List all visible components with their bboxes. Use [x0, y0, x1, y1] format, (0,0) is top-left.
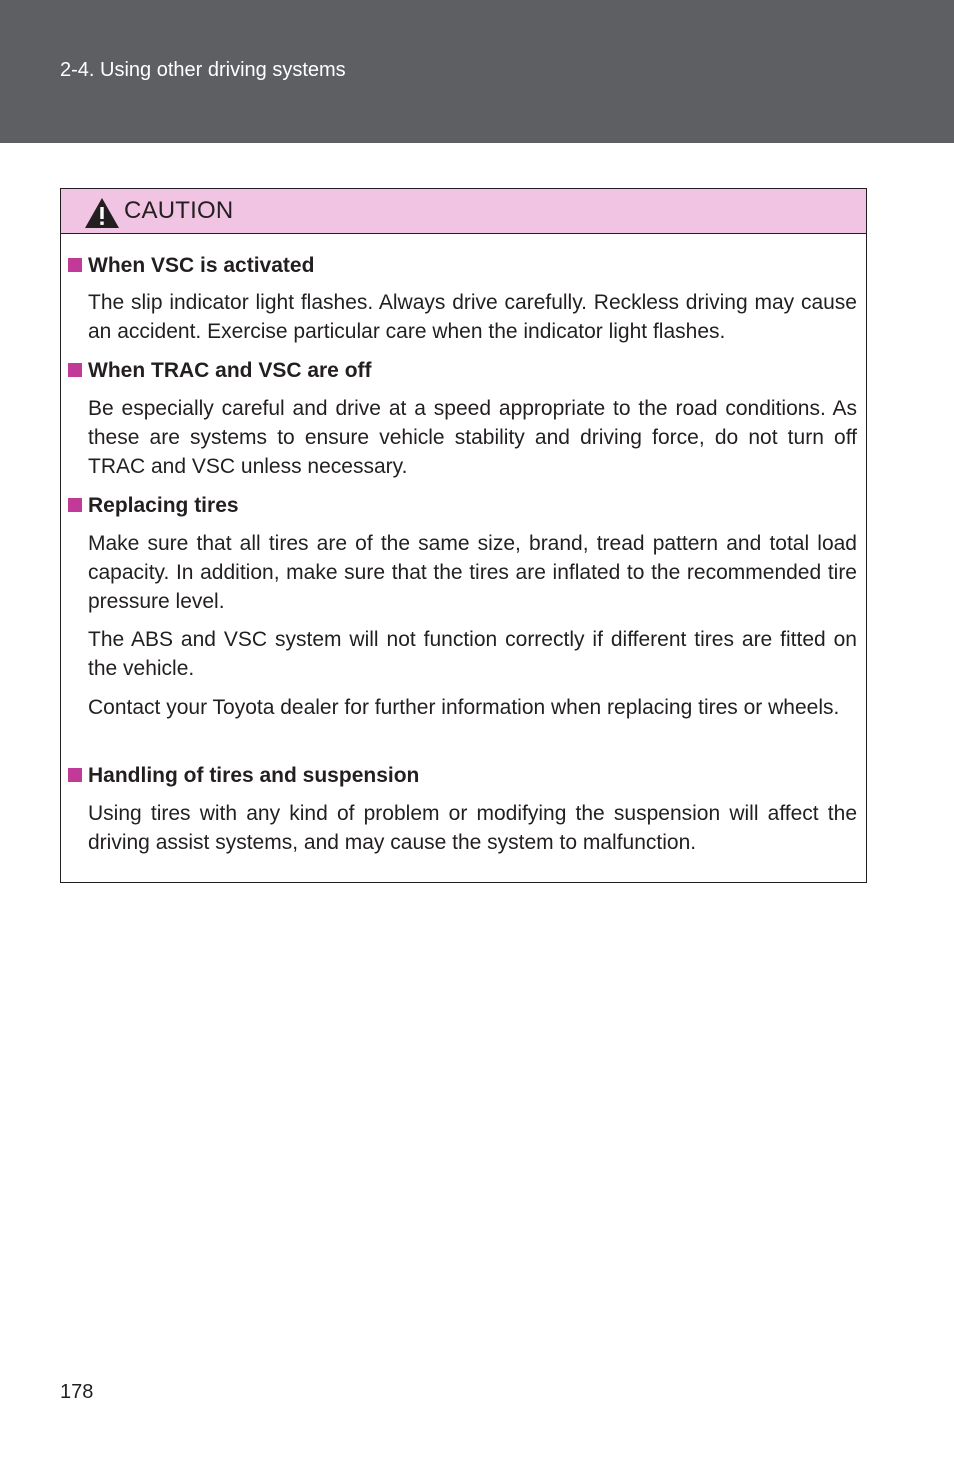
- square-bullet-icon: [68, 363, 82, 377]
- header-band: [0, 0, 954, 143]
- section-paragraph: Contact your Toyota dealer for further information when replacing tires or wheels.: [88, 696, 840, 719]
- section-heading-trac-vsc-off: [68, 359, 372, 383]
- section-paragraph: Using tires with any kind of problem or modifying the suspension will affect the driving assist systems, and may cause the system to malfunction.: [88, 802, 857, 854]
- square-bullet-icon: [68, 768, 82, 782]
- breadcrumb: 2-4. Using other driving systems: [60, 59, 346, 81]
- page-number: 178: [60, 1381, 94, 1403]
- caution-title: CAUTION: [124, 197, 234, 224]
- square-bullet-icon: [68, 498, 82, 512]
- section-heading-tires-suspension: [68, 764, 419, 788]
- caution-box: [60, 188, 867, 883]
- section-heading-text: When VSC is activated: [88, 254, 315, 277]
- section-paragraph: The slip indicator light flashes. Always drive carefully. Reckless driving may cause an accident. Exercise particular care when the indicator light flashes.: [88, 291, 857, 343]
- section-heading-text: When TRAC and VSC are off: [88, 359, 372, 382]
- caution-header: [61, 189, 866, 234]
- section-heading-text: Replacing tires: [88, 494, 239, 517]
- warning-triangle-icon: [84, 197, 120, 229]
- section-heading-replacing-tires: [68, 494, 239, 518]
- section-heading-text: Handling of tires and suspension: [88, 764, 420, 787]
- square-bullet-icon: [68, 258, 82, 272]
- section-paragraph: Make sure that all tires are of the same size, brand, tread pattern and total load capacity. In addition, make sure that the tires are inflated to the recommended tire pressure level.: [88, 532, 857, 613]
- section-paragraph: Be especially careful and drive at a speed appropriate to the road conditions. As these are systems to ensure vehicle stability and driving force, do not turn off TRAC and VSC unless necessary.: [88, 397, 857, 478]
- section-heading-vsc-activated: [68, 254, 314, 278]
- section-paragraph: The ABS and VSC system will not function correctly if different tires are fitted on the vehicle.: [88, 628, 857, 680]
